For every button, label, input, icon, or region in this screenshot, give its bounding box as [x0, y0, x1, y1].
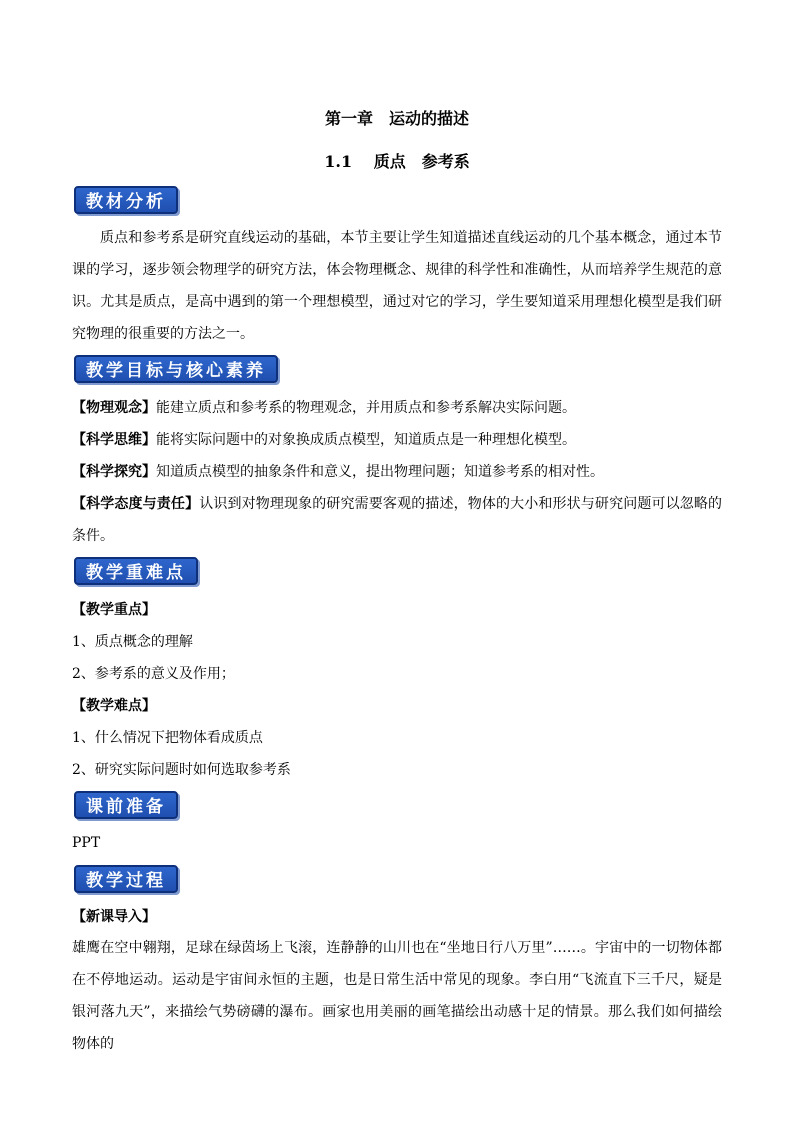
goal-text: 认识到对物理现象的研究需要客观的描述，物体的大小和形状与研究问题可以忽略的条件。: [72, 496, 723, 544]
badge-process: 教学过程: [74, 865, 178, 893]
difficulty-label: 【教学难点】: [72, 698, 156, 714]
goal-label: 【科学探究】: [72, 464, 156, 480]
badge-goals: 教学目标与核心素养: [74, 355, 278, 383]
goal-item-attitude-responsibility: [72, 488, 722, 552]
goal-text: 能将实际问题中的对象换成质点模型，知道质点是一种理想化模型。: [156, 432, 576, 448]
goal-label: 【物理观念】: [72, 400, 156, 416]
goal-label: 【科学态度与责任】: [72, 496, 200, 512]
goal-label: 【科学思维】: [72, 432, 156, 448]
prep-text: PPT: [72, 835, 101, 851]
badge-keypoints: 教学重难点: [74, 557, 198, 585]
focus-item: 2、参考系的意义及作用；: [72, 666, 235, 682]
chapter-title: 第一章 运动的描述: [324, 109, 469, 128]
focus-label: 【教学重点】: [72, 602, 156, 618]
focus-item: 1、质点概念的理解: [72, 634, 193, 650]
goal-text: 能建立质点和参考系的物理观念，并用质点和参考系解决实际问题。: [156, 400, 576, 416]
goal-item-scientific-inquiry: [72, 462, 722, 482]
goal-item-physics-concept: [72, 398, 722, 418]
section-title: 1.1 质点 参考系: [324, 152, 470, 171]
difficulty-item: 2、研究实际问题时如何选取参考系: [72, 762, 291, 778]
difficulty-item: 1、什么情况下把物体看成质点: [72, 730, 263, 746]
badge-analysis: 教材分析: [74, 186, 178, 214]
goal-item-scientific-thinking: [72, 430, 722, 450]
intro-paragraph: 雄鹰在空中翱翔，足球在绿茵场上飞滚，连静静的山川也在“坐地日行八万里”……。宇宙中的一切物体都在不停地运动。运动是宇宙间永恒的主题，也是日常生活中常见的现象。李白用“飞流直下三千尺，疑是银河落九天”，来描绘气势磅礴的瀑布。画家也用美丽的画笔描绘出动感十足的情景。那么我们如何描绘物体的: [72, 940, 722, 1052]
badge-prep: 课前准备: [74, 791, 178, 819]
intro-label: 【新课导入】: [72, 909, 156, 925]
analysis-paragraph: 质点和参考系是研究直线运动的基础，本节主要让学生知道描述直线运动的几个基本概念，通过本节课的学习，逐步领会物理学的研究方法，体会物理概念、规律的科学性和准确性，从而培养学生规范的意识。尤其是质点，是高中遇到的第一个理想模型，通过对它的学习，学生要知道采用理想化模型是我们研究物理的很重要的方法之一。: [72, 230, 722, 342]
goal-text: 知道质点模型的抽象条件和意义，提出物理问题；知道参考系的相对性。: [156, 464, 604, 480]
